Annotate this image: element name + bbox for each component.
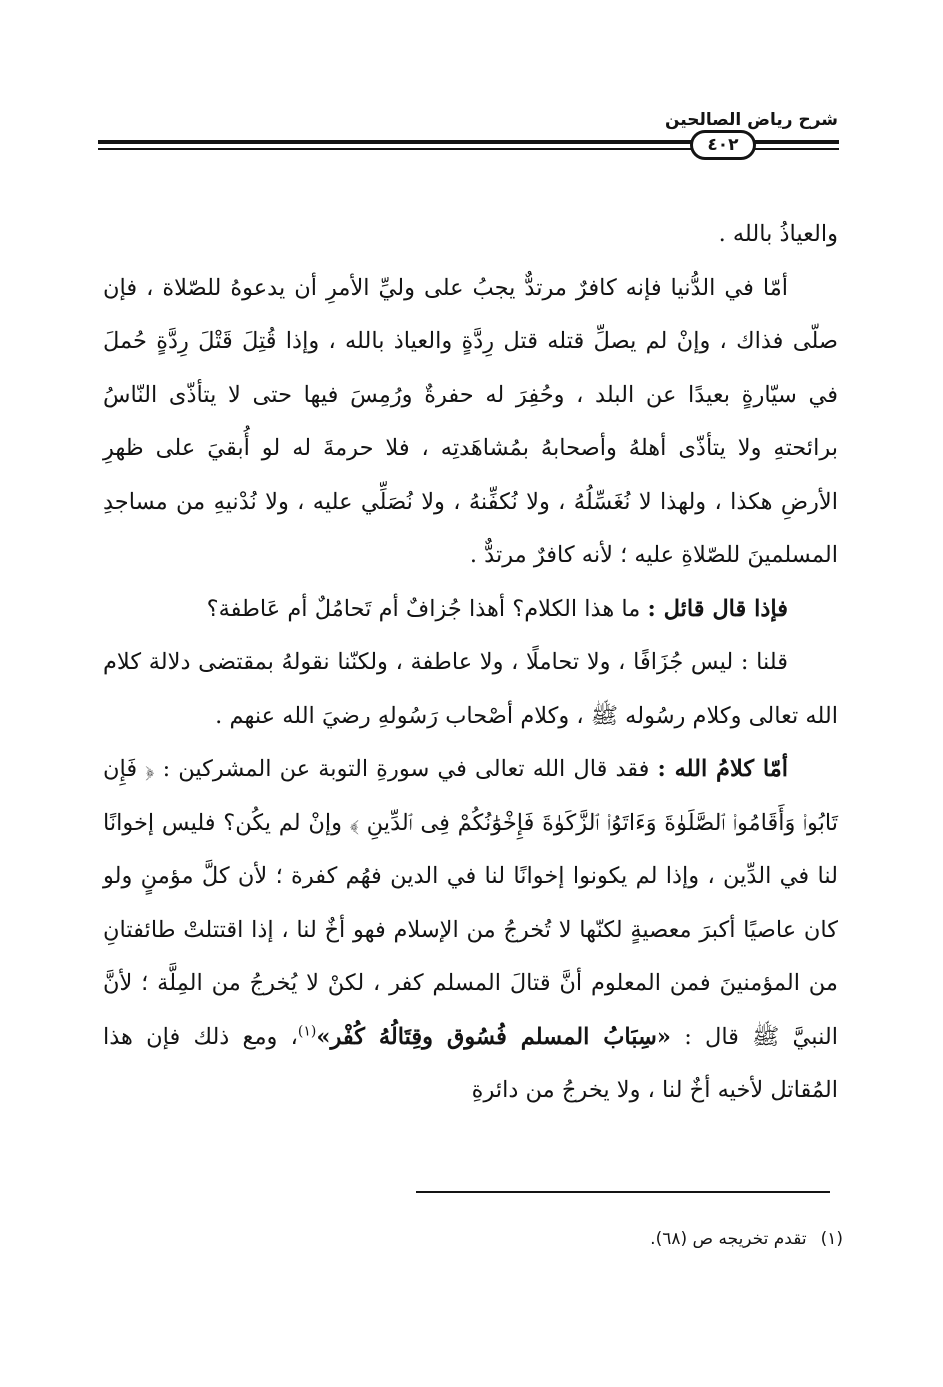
footnote-number: (١)	[820, 1229, 843, 1249]
paragraph-1: والعياذُ بالله .	[718, 221, 838, 247]
footnote-rule	[416, 1191, 830, 1193]
body-text	[103, 208, 838, 1118]
paragraph-3	[103, 583, 838, 637]
footnote-reference[interactable]: (١)	[297, 1023, 317, 1039]
footnote	[650, 1229, 843, 1249]
paragraph-5	[103, 743, 838, 1118]
footnote-text: تقدم تخريجه ص (٦٨).	[650, 1229, 807, 1249]
paragraph-4: قلنا : ليس جُزَافًا ، ولا تحاملًا ، ولا عاطفة ، ولكنّنا نقولهُ بمقتضى دلالة كلام الله تعالى وكلام رسُوله ﷺ ، وكلام أصْحاب رَسُولهِ رضيَ الله عنهم .	[103, 649, 838, 729]
paragraph-2: أمّا في الدُّنيا فإنه كافرٌ مرتدٌّ يجبُ على وليِّ الأمرِ أن يدعوهُ للصّلاة ، فإن صلّى فذاك ، وإنْ لم يصلِّ قتله قتل رِدَّةٍ والعياذ بالله ، وإذا قُتِلَ قَتْلَ رِدَّةٍ حُملَ في سيّارةٍ بعيدًا عن البلد ، وحُفِرَ له حفرةٌ ورُمِسَ فيها حتى لا يتأذّى النّاسُ برائحتهِ ولا يتأذّى أهلهُ وأصحابهُ بمُشاهَدتِه ، فلا حرمةَ له لو أُبقيَ على ظهرِ الأرضِ هكذا ، ولهذا لا نُغَسِّلُهُ ، ولا نُكفِّنهُ ، ولا نُصَلِّي عليه ، ولا نُدْنيهِ من مساجدِ المسلمينَ للصّلاةِ عليه ؛ لأنه كافرٌ مرتدٌّ .	[103, 274, 838, 568]
paragraph-5-intro: فقد قال الله تعالى في سورةِ التوبة عن المشركين :	[162, 756, 650, 782]
quran-verse: ﴿ فَإِن تَابُوا۟ وَأَقَامُوا۟ ٱلصَّلَوٰةَ وَءَاتَوُا۟ ٱلزَّكَوٰةَ فَإِخْوَٰنُكُمْ فِى ٱلدِّينِ ﴾	[103, 756, 839, 836]
hadith-quote: «سِبَابُ المسلم فُسُوق وقِتَالُهُ كُفْر»	[316, 1023, 671, 1050]
paragraph-3-lead: فإذا قال قائل :	[647, 595, 788, 622]
paragraph-5-lead: أمّا كلامُ الله :	[657, 756, 789, 782]
paragraph-5-body: وإنْ لم يكُن؟ فليس إخوانًا لنا في الدِّين ، وإذا لم يكونوا إخوانًا لنا في الدين فهُم كفرة ؛ لأن كلَّ مؤمنٍ ولو كان عاصيًا أكبرَ معصيةٍ لكنّها لا تُخرجُ من الإسلام فهو أخٌ لنا ، إذا اقتتلتْ طائفتانِ من المؤمنينَ فمن المعلوم أنَّ قتالَ المسلم كفر ، لكنْ لا يُخرجُ من المِلَّة ؛ لأنَّ النبيَّ ﷺ قال :	[103, 809, 838, 1050]
page-number: ٤٠٢	[690, 130, 756, 160]
running-title: شرح رياض الصالحين	[664, 110, 838, 130]
paragraph-3-rest: ما هذا الكلام؟ أهذا جُزافٌ أم تَحامُلٌ أم عَاطفة؟	[206, 595, 641, 622]
paragraph-5-end: ، ومع ذلك فإن هذا المُقاتل لأخيه أخٌ لنا ، ولا يخرجُ من دائرةِ	[103, 1023, 838, 1103]
